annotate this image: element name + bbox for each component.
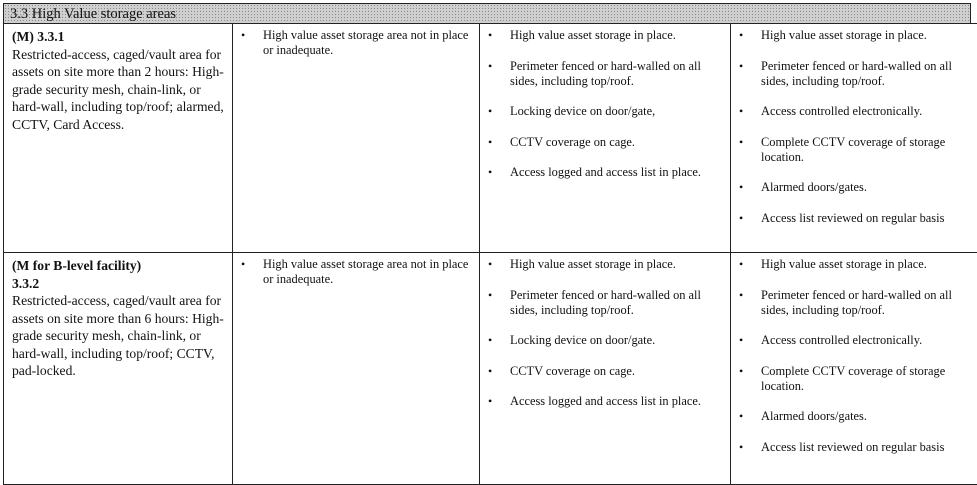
- criteria-cell-4: [731, 24, 977, 253]
- requirement-text: Restricted-access, caged/vault area for assets on site more than 6 hours: High-grade security mesh, chain-link, or hard-wall, including top/roof; CCTV, pad-locked.: [12, 293, 224, 378]
- criteria-item: • Locking device on door/gate.: [486, 333, 726, 348]
- criteria-item: • High value asset storage area not in place or inadequate.: [239, 257, 475, 287]
- criteria-item: • Perimeter fenced or hard-walled on all sides, including top/roof.: [737, 59, 977, 89]
- criteria-list: [731, 253, 977, 455]
- document: [3, 3, 971, 485]
- requirements-table: [3, 23, 977, 485]
- section-header: 3.3 High Value storage areas: [3, 3, 971, 23]
- criteria-cell-3: [480, 253, 731, 485]
- requirement-text: Restricted-access, caged/vault area for assets on site more than 2 hours: High-grade security mesh, chain-link, or hard-wall, including top/roof; alarmed, CCTV, Card Access.: [12, 47, 224, 132]
- criteria-item: • Access logged and access list in place.: [486, 394, 726, 409]
- criteria-cell-2: [233, 24, 480, 253]
- criteria-item: • High value asset storage in place.: [486, 257, 726, 272]
- criteria-item: • Access list reviewed on regular basis: [737, 211, 977, 226]
- criteria-list: [233, 253, 479, 287]
- criteria-item: • High value asset storage in place.: [737, 28, 977, 43]
- criteria-item: • Complete CCTV coverage of storage location.: [737, 135, 977, 165]
- criteria-item: • Access list reviewed on regular basis: [737, 440, 977, 455]
- criteria-item: • Alarmed doors/gates.: [737, 409, 977, 424]
- criteria-item: • Access logged and access list in place.: [486, 165, 726, 180]
- table-row: [4, 253, 977, 485]
- criteria-list: [731, 24, 977, 226]
- requirement-id: (M for B-level facility): [12, 257, 226, 275]
- criteria-item: • CCTV coverage on cage.: [486, 364, 726, 379]
- criteria-cell-4: [731, 253, 977, 485]
- criteria-item: • Alarmed doors/gates.: [737, 180, 977, 195]
- criteria-item: • Perimeter fenced or hard-walled on all sides, including top/roof.: [486, 288, 726, 318]
- requirement-cell: [4, 24, 233, 253]
- criteria-cell-2: [233, 253, 480, 485]
- criteria-item: • Access controlled electronically.: [737, 104, 977, 119]
- criteria-item: • CCTV coverage on cage.: [486, 135, 726, 150]
- table-row: [4, 24, 977, 253]
- criteria-item: • Access controlled electronically.: [737, 333, 977, 348]
- criteria-list: [480, 253, 730, 409]
- requirement-number: 3.3.2: [12, 275, 226, 293]
- criteria-list: [233, 24, 479, 58]
- criteria-cell-3: [480, 24, 731, 253]
- criteria-list: [480, 24, 730, 180]
- criteria-item: • Locking device on door/gate,: [486, 104, 726, 119]
- criteria-item: • High value asset storage area not in place or inadequate.: [239, 28, 475, 58]
- criteria-item: • Perimeter fenced or hard-walled on all sides, including top/roof.: [737, 288, 977, 318]
- criteria-item: • High value asset storage in place.: [486, 28, 726, 43]
- criteria-item: • Perimeter fenced or hard-walled on all sides, including top/roof.: [486, 59, 726, 89]
- criteria-item: • High value asset storage in place.: [737, 257, 977, 272]
- criteria-item: • Complete CCTV coverage of storage location.: [737, 364, 977, 394]
- requirement-id: (M) 3.3.1: [12, 28, 226, 46]
- requirement-cell: [4, 253, 233, 485]
